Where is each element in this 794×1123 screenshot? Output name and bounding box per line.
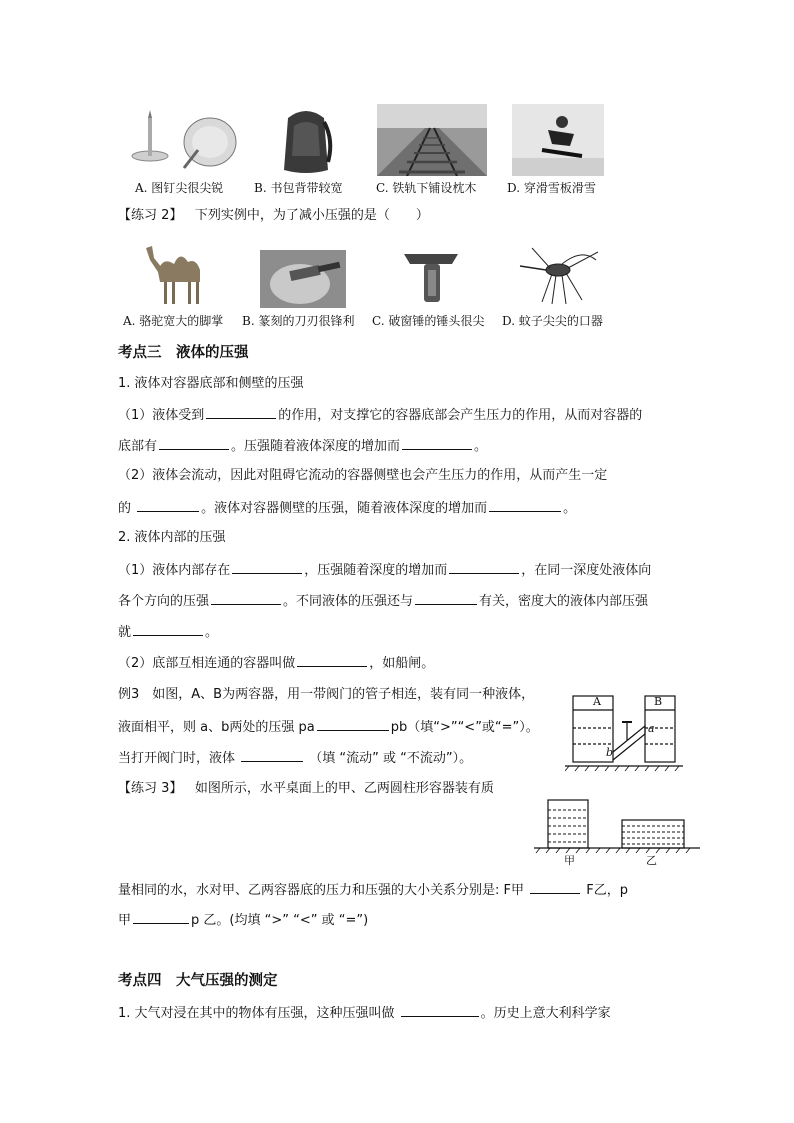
caption-mosquito: D. 蚊子尖尖的口器 xyxy=(502,314,603,328)
figure-label-a-container: A xyxy=(593,695,601,708)
practice2-label: 【练习 2】 xyxy=(118,208,183,223)
snowboarder-photo xyxy=(512,104,604,176)
blank-5[interactable] xyxy=(489,498,561,512)
section3-para2-line2: 的 。液体对容器侧壁的压强，随着液体深度的增加而 。 xyxy=(118,498,576,518)
figure-label-yi: 乙 xyxy=(646,854,657,867)
blank-13[interactable] xyxy=(241,748,303,762)
blank-15[interactable] xyxy=(133,910,189,924)
figure-label-point-a: a xyxy=(648,722,655,735)
blank-10[interactable] xyxy=(133,622,203,636)
practice3-line2: 量相同的水，水对甲、乙两容器底的压力和压强的大小关系分别是: F甲 F乙，p xyxy=(118,880,628,900)
section4-para1: 1. 大气对浸在其中的物体有压强，这种压强叫做 。历史上意大利科学家 xyxy=(118,1003,611,1023)
figure-label-point-b: b xyxy=(606,746,614,759)
backpack-photo xyxy=(276,104,336,176)
caption-escape-hammer: C. 破窗锤的锤头很尖 xyxy=(372,314,485,328)
jia-yi-containers-figure xyxy=(530,796,702,858)
caption-railway: C. 铁轨下铺设枕木 xyxy=(376,181,477,195)
section3-para3-line3: 就 。 xyxy=(118,622,218,642)
railway-sleepers-photo xyxy=(377,104,487,176)
blank-16[interactable] xyxy=(401,1003,479,1017)
carving-knife-photo xyxy=(260,250,346,308)
container-ab-figure xyxy=(565,692,685,772)
blank-1[interactable] xyxy=(206,405,276,419)
blank-8[interactable] xyxy=(211,591,281,605)
section4-title: 考点四 大气压强的测定 xyxy=(118,973,278,989)
practice2-question xyxy=(118,207,429,225)
blank-14[interactable] xyxy=(530,880,580,894)
figure-label-b-container: B xyxy=(654,695,663,708)
blank-11[interactable] xyxy=(297,653,367,667)
section3-para3-line2: 各个方向的压强 。不同液体的压强还与 有关，密度大的液体内部压强 xyxy=(118,591,648,611)
section3-title: 考点三 液体的压强 xyxy=(118,345,249,361)
section3-subtitle-2: 2. 液体内部的压强 xyxy=(118,530,226,545)
blank-3[interactable] xyxy=(402,436,472,450)
example3-line2: 液面相平，则 a、b两处的压强 pa pb（填“>”“<”或“=”）。 xyxy=(118,717,539,737)
example3-line1: 例3 如图，A、B为两容器，用一带阀门的管子相连，装有同一种液体， xyxy=(118,687,535,702)
blank-7[interactable] xyxy=(449,560,519,574)
section3-para1-line1: （1）液体受到 的作用，对支撑它的容器底部会产生压力的作用，从而对容器的 xyxy=(118,405,642,425)
practice3-line1: 【练习 3】 如图所示，水平桌面上的甲、乙两圆柱形容器装有质 xyxy=(118,781,494,796)
section3-para4: （2）底部互相连通的容器叫做 ，如船闸。 xyxy=(118,653,434,673)
blank-6[interactable] xyxy=(232,560,302,574)
figure-label-jia: 甲 xyxy=(564,854,575,867)
blank-2[interactable] xyxy=(159,436,229,450)
section3-para1-line2: 底部有 。压强随着液体深度的增加而 。 xyxy=(118,436,487,456)
mosquito-photo xyxy=(512,242,604,308)
caption-thumbtack: A. 图钉尖很尖锐 xyxy=(135,181,224,195)
section3-para2-line1: （2）液体会流动，因此对阻碍它流动的容器侧壁也会产生压力的作用，从而产生一定 xyxy=(118,468,608,483)
caption-camel: A. 骆驼宽大的脚掌 xyxy=(123,314,224,328)
example3-line3: 当打开阀门时，液体 （填 “流动” 或 “不流动”）。 xyxy=(118,748,472,768)
thumbtack-photo xyxy=(128,104,240,176)
caption-carving-knife: B. 篆刻的刀刃很锋利 xyxy=(242,314,355,328)
practice3-label: 【练习 3】 xyxy=(118,781,183,796)
caption-backpack: B. 书包背带较宽 xyxy=(254,181,343,195)
practice2-text: 下列实例中，为了减小压强的是（ ） xyxy=(194,208,429,223)
camel-photo xyxy=(140,238,220,308)
escape-hammer-photo xyxy=(398,244,464,306)
practice3-line3: 甲 p 乙。(均填 “>” “<” 或 “=”) xyxy=(118,910,368,930)
blank-9[interactable] xyxy=(415,591,477,605)
section3-para3-line1: （1）液体内部存在 ，压强随着深度的增加而 ，在同一深度处液体向 xyxy=(118,560,651,580)
blank-4[interactable] xyxy=(137,498,199,512)
caption-snowboard: D. 穿滑雪板滑雪 xyxy=(507,181,596,195)
blank-12[interactable] xyxy=(317,717,389,731)
section3-subtitle-1: 1. 液体对容器底部和侧壁的压强 xyxy=(118,376,304,391)
